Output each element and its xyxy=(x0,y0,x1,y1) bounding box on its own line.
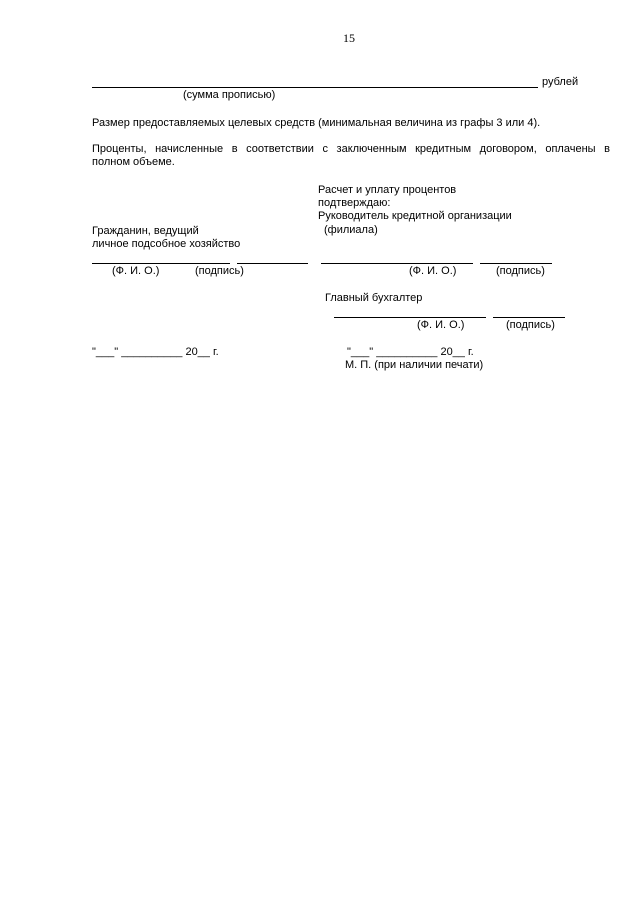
bank-head-title: Руководитель кредитной организации xyxy=(318,210,512,222)
citizen-label-line-2: личное подсобное хозяйство xyxy=(92,238,241,250)
amount-note: Размер предоставляемых целевых средств (минимальная величина из графы 3 или 4). xyxy=(92,117,541,129)
citizen-label-line-1: Гражданин, ведущий xyxy=(92,225,199,237)
bank-head-fio-line xyxy=(321,263,473,264)
sum-in-words-caption: (сумма прописью) xyxy=(183,89,276,101)
interest-paragraph-line-1: Проценты, начисленные в соответствии с заключенным кредитным договором, оплачены в xyxy=(92,143,610,155)
bank-head-signature-line xyxy=(480,263,552,264)
currency-label: рублей xyxy=(542,76,579,88)
bank-head-fio-caption: (Ф. И. О.) xyxy=(409,265,457,277)
citizen-signature-line xyxy=(237,263,308,264)
citizen-signature-caption: (подпись) xyxy=(195,265,244,277)
citizen-fio-line xyxy=(92,263,230,264)
page-number: 15 xyxy=(343,31,355,45)
interest-paragraph-line-2: полном объеме. xyxy=(92,156,175,168)
accountant-signature-caption: (подпись) xyxy=(506,319,555,331)
accountant-fio-line xyxy=(334,317,486,318)
bank-confirm-line-1: Расчет и уплату процентов xyxy=(318,184,457,196)
stamp-note: М. П. (при наличии печати) xyxy=(345,359,484,371)
citizen-fio-caption: (Ф. И. О.) xyxy=(112,265,160,277)
bank-date-field: "___" __________ 20__ г. xyxy=(347,346,474,358)
sum-in-words-line xyxy=(92,87,538,88)
accountant-signature-line xyxy=(493,317,565,318)
bank-confirm-line-2: подтверждаю: xyxy=(318,197,391,209)
accountant-fio-caption: (Ф. И. О.) xyxy=(417,319,465,331)
bank-head-signature-caption: (подпись) xyxy=(496,265,545,277)
bank-head-branch: (филиала) xyxy=(324,224,378,236)
citizen-date-field: "___" __________ 20__ г. xyxy=(92,346,219,358)
chief-accountant-label: Главный бухгалтер xyxy=(325,292,423,304)
